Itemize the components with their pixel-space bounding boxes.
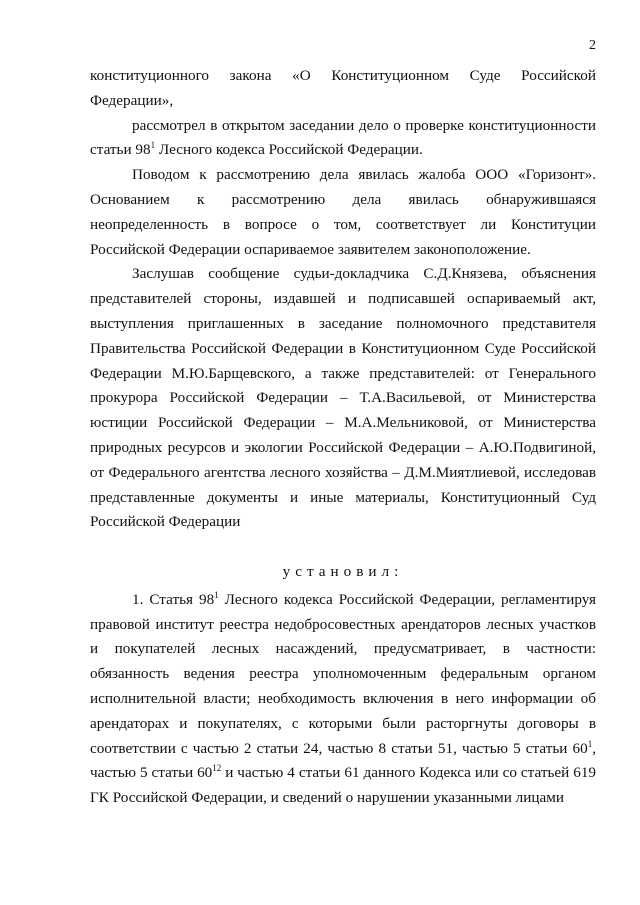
page-number: 2 xyxy=(589,38,596,53)
paragraph-hearing: Заслушав сообщение судьи-докладчика С.Д.Князева, объяснения представителей стороны, издавшей и подписавшей оспариваемый акт, выступления приглашенных в заседание полномочного представителя Правительства Российской Федерации в Конституционном Суде Российской Федерации М.Ю.Барщевского, а также представителей: от Генерального прокурора Российской Федерации – Т.А.Васильевой, от Министерства юстиции Российской Федерации – М.А.Мельниковой, от Министерства природных ресурсов и экологии Российской Федерации – А.Ю.Подвигиной, от Федерального агентства лесного хозяйства – Д.М.Миятлиевой, исследовав представленные документы и иные материалы, Конституционный Суд Российской Федерации xyxy=(90,265,596,531)
article-superscript: 12 xyxy=(212,763,222,774)
article-superscript: 1 xyxy=(150,140,156,151)
paragraph-law-reference: конституционного закона «О Конституционном Суде Российской Федерации», xyxy=(90,67,596,109)
section-heading: установил: xyxy=(282,562,404,580)
paragraph-considered xyxy=(90,114,596,164)
paragraph-article-description xyxy=(90,588,596,811)
article-text-d: и частью 4 статьи 61 данного Кодекса или со статьей 619 ГК Российской Федерации, и сведений о нарушении указанными лицами xyxy=(90,764,597,807)
document-body xyxy=(90,64,596,811)
article-text-c: , частью 5 статьи 60 xyxy=(90,739,596,782)
paragraph-considered-tail: Лесного кодекса Российской Федерации. xyxy=(155,141,423,159)
article-text-a: 1. Статья 98 xyxy=(132,590,215,608)
article-superscript: 1 xyxy=(214,589,219,600)
article-superscript: 1 xyxy=(587,738,593,749)
paragraph-considered-text: рассмотрел в открытом заседании дело о проверке конституционности статьи 98 xyxy=(90,116,596,159)
article-text-b: Лесного кодекса Российской Федерации, регламентируя правовой институт реестра недобросовестных арендаторов лесных участков и покупателей лесных насаждений, предусматривает, в частности: обязанность ведения реестра уполномоченным федеральным органом исполнительной власти; необходимость включения в него информации об арендаторах и покупателях, с которыми были расторгнуты договоры в соответствии с частью 2 статьи 24, частью 8 статьи 51, частью 5 статьи 60 xyxy=(90,590,596,757)
paragraph-reason: Поводом к рассмотрению дела явилась жалоба ООО «Горизонт». Основанием к рассмотрению дела явилась обнаружившаяся неопределенность в вопросе о том, соответствует ли Конституции Российской Федерации оспариваемое заявителем законоположение. xyxy=(90,166,596,258)
